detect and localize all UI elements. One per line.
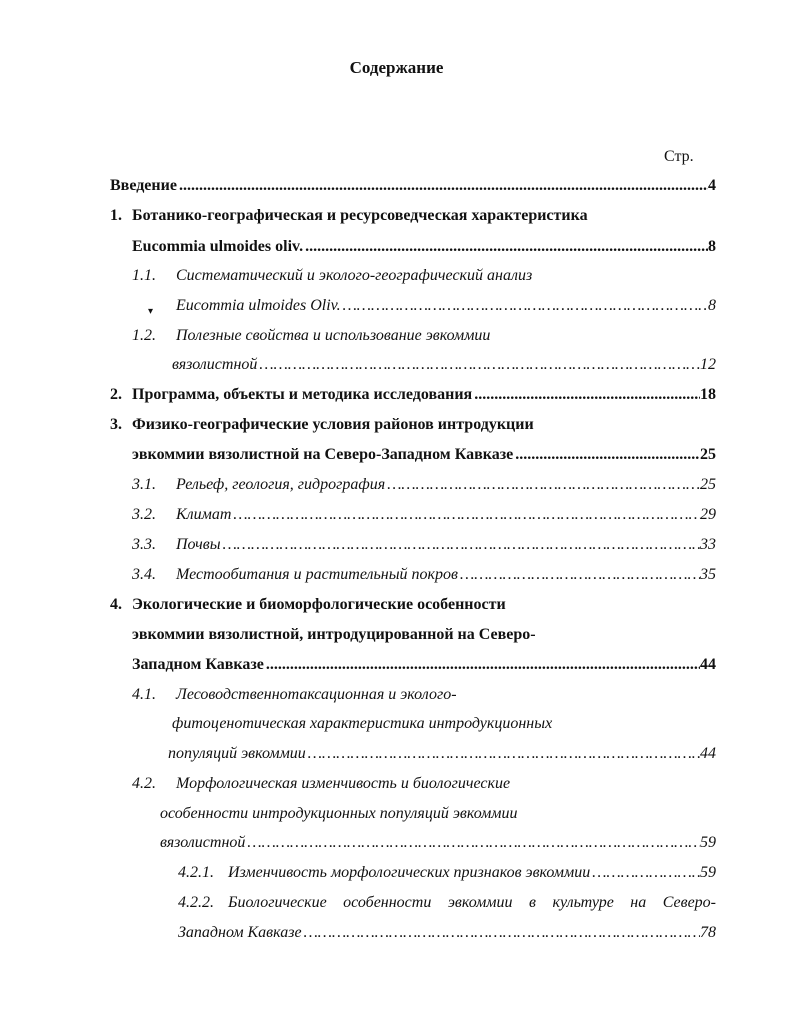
toc-entry-label: вязолистной — [172, 356, 258, 373]
leader-dots — [264, 654, 700, 676]
toc-entry-label: Программа, объекты и методика исследования — [132, 386, 473, 403]
toc-entry-4-line2[interactable] — [132, 624, 536, 646]
toc-entry-4-1-line2[interactable] — [172, 713, 552, 735]
toc-entry-4-2-line1[interactable] — [132, 773, 510, 795]
scan-artifact-mark: ▾ — [148, 306, 154, 317]
toc-entry-label: Экологические и биоморфологические особенности — [132, 596, 506, 613]
toc-entry-intro[interactable] — [110, 175, 716, 197]
toc-entry-label: Западном Кавказе — [178, 924, 302, 941]
leader-dots — [231, 504, 700, 526]
leader-dots — [385, 474, 700, 496]
toc-entry-label: Биологические особенности эвкоммии в культуре на Северо- — [228, 894, 716, 911]
toc-entry-label: Климат — [176, 506, 232, 523]
toc-page-number: 44 — [700, 656, 716, 673]
leader-dots — [245, 832, 700, 854]
toc-entry-3-4[interactable] — [132, 564, 716, 586]
toc-entry-1-2-line2[interactable] — [172, 354, 716, 376]
toc-entry-number: 3. — [110, 416, 122, 433]
toc-entry-label: Eucommia ulmoides Oliv. — [176, 297, 341, 314]
toc-entry-label: Местообитания и растительный покров — [176, 566, 458, 583]
toc-entry-label: Ботанико-географическая и ресурсоведческая характеристика — [132, 207, 588, 224]
toc-entry-1-1-line2[interactable] — [176, 295, 716, 317]
leader-dots — [221, 534, 700, 556]
toc-entry-number: 4.2. — [132, 775, 156, 792]
leader-dots — [341, 295, 708, 317]
toc-entry-number: 4.1. — [132, 686, 156, 703]
toc-page-number: 78 — [700, 924, 716, 941]
toc-page-number: 4 — [708, 177, 716, 194]
toc-entry-1-line2[interactable] — [132, 236, 716, 258]
toc-entry-label: вязолистной — [160, 834, 246, 851]
toc-entry-3-1[interactable] — [132, 474, 716, 496]
toc-entry-label: Eucommia ulmoides oliv. — [132, 238, 304, 255]
toc-entry-number: 4.2.2. — [178, 894, 214, 911]
toc-entry-number: 3.3. — [132, 536, 156, 553]
toc-page-number: 59 — [700, 834, 716, 851]
toc-entry-label: Физико-географические условия районов интродукции — [132, 416, 534, 433]
toc-entry-4-line3[interactable] — [132, 654, 716, 676]
toc-entry-label: особенности интродукционных популяций эвкоммии — [160, 805, 518, 822]
toc-entry-number: 1. — [110, 207, 122, 224]
toc-entry-number: 1.2. — [132, 327, 156, 344]
toc-entry-label: Изменчивость морфологических признаков эвкоммии — [228, 864, 591, 881]
leader-dots — [306, 743, 700, 765]
leader-dots — [513, 444, 700, 466]
page-column-header: Стр. — [664, 148, 694, 165]
toc-entry-label: Рельеф, геология, гидрография — [176, 476, 386, 493]
toc-entry-number: 3.4. — [132, 566, 156, 583]
toc-entry-4-2-line2[interactable] — [160, 803, 518, 825]
toc-entry-label: Полезные свойства и использование эвкоммии — [176, 327, 491, 344]
toc-page-number: 25 — [700, 446, 716, 463]
toc-entry-number: 4.2.1. — [178, 864, 214, 881]
toc-entry-label: популяций эвкоммии — [168, 745, 306, 762]
toc-entry-4-line1[interactable] — [110, 594, 506, 616]
toc-page-number: 44 — [700, 745, 716, 762]
toc-entry-4-2-line3[interactable] — [160, 832, 716, 854]
toc-entry-number: 1.1. — [132, 267, 156, 284]
toc-entry-label: Лесоводственнотаксационная и эколого- — [176, 686, 457, 703]
toc-page-number: 35 — [700, 566, 716, 583]
toc-page-number: 8 — [708, 238, 716, 255]
toc-entry-number: 2. — [110, 386, 122, 403]
leader-dots — [458, 564, 700, 586]
toc-page-number: 18 — [700, 386, 716, 403]
toc-entry-4-1-line1[interactable] — [132, 684, 457, 706]
toc-entry-3-2[interactable] — [132, 504, 716, 526]
toc-page-number: 25 — [700, 476, 716, 493]
leader-dots — [302, 922, 700, 944]
page-title: Содержание — [349, 58, 444, 77]
toc-entry-1-2-line1[interactable] — [132, 325, 490, 347]
toc-entry-label: Систематический и эколого-географический анализ — [176, 267, 533, 284]
toc-entry-number: 4. — [110, 596, 122, 613]
toc-entry-number: 3.2. — [132, 506, 156, 523]
leader-dots — [177, 175, 708, 197]
toc-page-number: 8 — [708, 297, 716, 314]
toc-entry-3-line1[interactable] — [110, 414, 534, 436]
toc-page-number: 29 — [700, 506, 716, 523]
toc-entry-label: Западном Кавказе — [132, 656, 264, 673]
toc-page-number: 12 — [700, 356, 716, 373]
toc-entry-label: Почвы — [176, 536, 221, 553]
toc-entry-3-3[interactable] — [132, 534, 716, 556]
toc-entry-number: 3.1. — [132, 476, 156, 493]
toc-entry-4-2-2-line1[interactable] — [178, 892, 716, 914]
leader-dots — [257, 354, 700, 376]
toc-entry-4-2-1[interactable] — [178, 862, 716, 884]
toc-entry-3-line2[interactable] — [132, 444, 716, 466]
toc-entry-label: Морфологическая изменчивость и биологические — [176, 775, 511, 792]
toc-page-number: 59 — [700, 864, 716, 881]
toc-entry-label: Введение — [110, 177, 177, 194]
leader-dots — [590, 862, 700, 884]
leader-dots — [472, 384, 700, 406]
toc-entry-1-1-line1[interactable] — [132, 265, 532, 287]
toc-entry-label: эвкоммии вязолистной на Северо-Западном Кавказе — [132, 446, 514, 463]
toc-entry-label: эвкоммии вязолистной, интродуцированной на Северо- — [132, 626, 536, 643]
toc-entry-label: фитоценотическая характеристика интродукционных — [172, 715, 553, 732]
toc-page-number: 33 — [700, 536, 716, 553]
toc-entry-4-2-2-line2[interactable] — [178, 922, 716, 944]
toc-entry-4-1-line3[interactable] — [168, 743, 716, 765]
toc-entry-2[interactable] — [110, 384, 716, 406]
toc-entry-1-line1[interactable] — [110, 205, 588, 227]
leader-dots — [303, 236, 708, 258]
